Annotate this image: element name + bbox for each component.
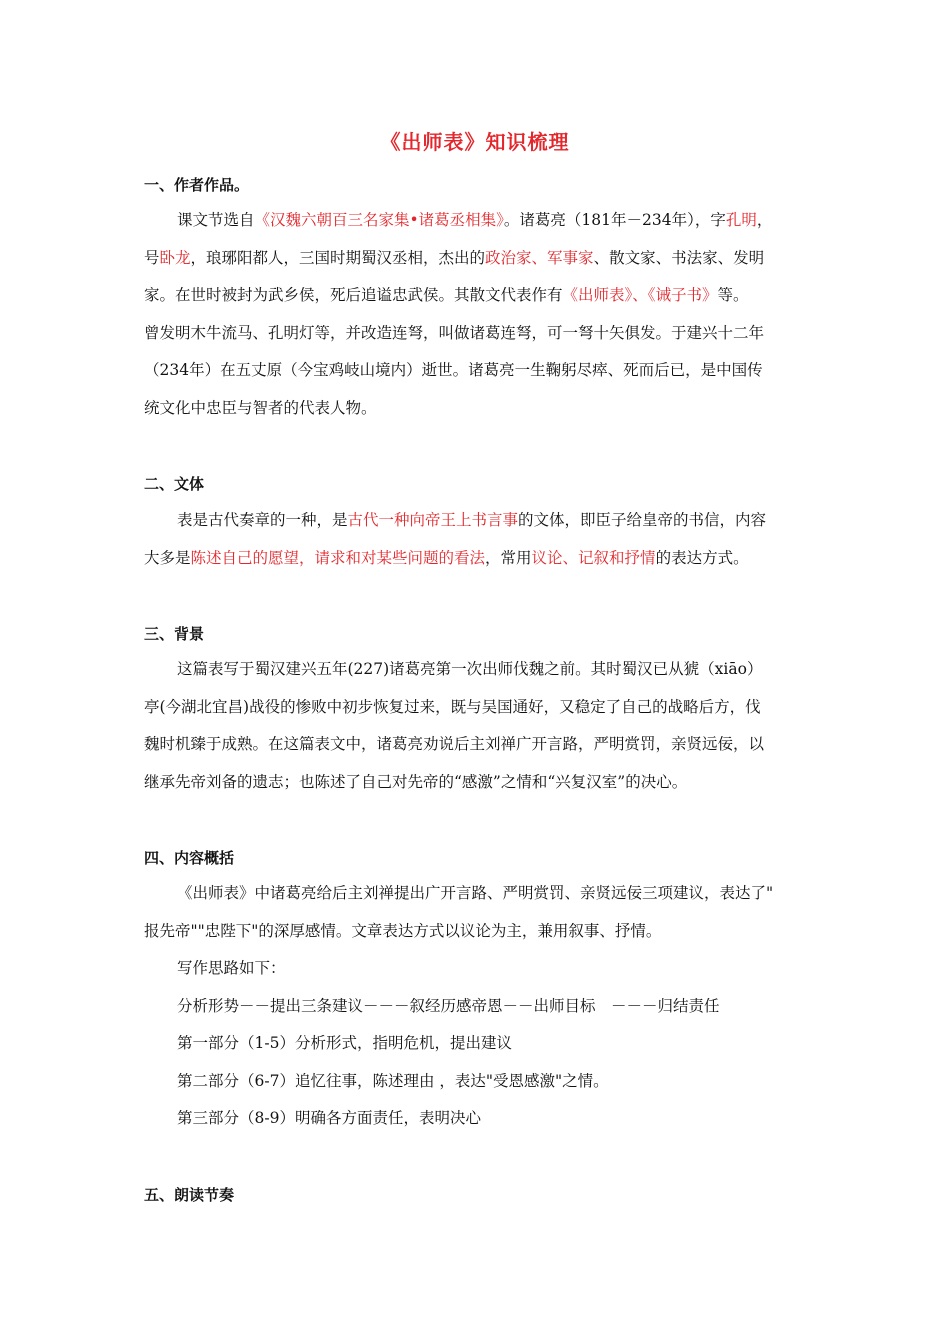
section-heading-summary: 四、内容概括 <box>144 849 235 867</box>
section-body-author <box>144 202 816 427</box>
author-line-6: 统文化中忠臣与智者的代表人物。 <box>144 398 377 417</box>
section-body-background <box>144 651 816 801</box>
section-heading-genre: 二、文体 <box>144 475 205 493</box>
background-line-1: 这篇表写于蜀汉建兴五年(227)诸葛亮第一次出师伐魏之前。其时蜀汉已从猇（xiāo） <box>177 660 763 678</box>
summary-line-4: 分析形势－－提出三条建议－－－叙经历感帝恩－－出师目标 －－－归结责任 <box>177 996 720 1015</box>
summary-line-3: 写作思路如下： <box>177 959 286 977</box>
author-line-2: 号卧龙，琅琊阳都人，三国时期蜀汉丞相，杰出的政治家、军事家、散文家、书法家、发明 <box>144 248 765 267</box>
document-title: 《出师表》知识梳理 <box>380 130 570 154</box>
summary-line-6: 第二部分（6-7）追忆往事，陈述理由 ，表达"受恩感激"之情。 <box>177 1071 609 1090</box>
summary-line-1: 《出师表》中诸葛亮给后主刘禅提出广开言路、严明赏罚、亲贤远佞三项建议，表达了" <box>177 884 774 902</box>
author-line-5: （234年）在五丈原（今宝鸡岐山境内）逝世。诸葛亮一生鞠躬尽瘁、死而后已，是中国传 <box>144 361 763 379</box>
summary-line-2: 报先帝""忠陛下"的深厚感情。文章表达方式以议论为主，兼用叙事、抒情。 <box>144 921 662 940</box>
background-line-2: 亭(今湖北宜昌)战役的惨败中初步恢复过来，既与吴国通好，又稳定了自己的战略后方，伐 <box>144 697 761 716</box>
section-heading-background: 三、背景 <box>144 625 205 643</box>
summary-line-7: 第三部分（8-9）明确各方面责任，表明决心 <box>177 1109 481 1127</box>
background-line-4: 继承先帝刘备的遗志；也陈述了自己对先帝的“感激”之情和“兴复汉室”的决心。 <box>144 772 688 791</box>
author-line-3: 家。在世时被封为武乡侯，死后追谥忠武侯。其散文代表作有《出师表》、《诫子书》等。 <box>144 286 749 304</box>
section-body-genre <box>144 502 816 577</box>
summary-line-5: 第一部分（1-5）分析形式，指明危机，提出建议 <box>177 1034 512 1052</box>
genre-line-2: 大多是陈述自己的愿望，请求和对某些问题的看法，常用议论、记叙和抒情的表达方式。 <box>144 548 749 567</box>
author-line-1: 课文节选自《汉魏六朝百三名家集•诸葛丞相集》。诸葛亮（181年－234年），字孔明， <box>177 211 773 229</box>
background-line-3: 魏时机臻于成熟。在这篇表文中，诸葛亮劝说后主刘禅广开言路，严明赏罚，亲贤远佞，以 <box>144 735 765 753</box>
genre-line-1: 表是古代奏章的一种，是古代一种向帝王上书言事的文体，即臣子给皇帝的书信，内容 <box>177 511 767 529</box>
section-heading-author: 一、作者作品。 <box>144 176 250 194</box>
section-body-summary <box>144 875 816 1138</box>
author-line-4: 曾发明木牛流马、孔明灯等，并改造连弩，叫做诸葛连弩，可一弩十矢俱发。于建兴十二年 <box>144 323 765 342</box>
section-heading-rhythm: 五、朗读节奏 <box>144 1186 235 1204</box>
